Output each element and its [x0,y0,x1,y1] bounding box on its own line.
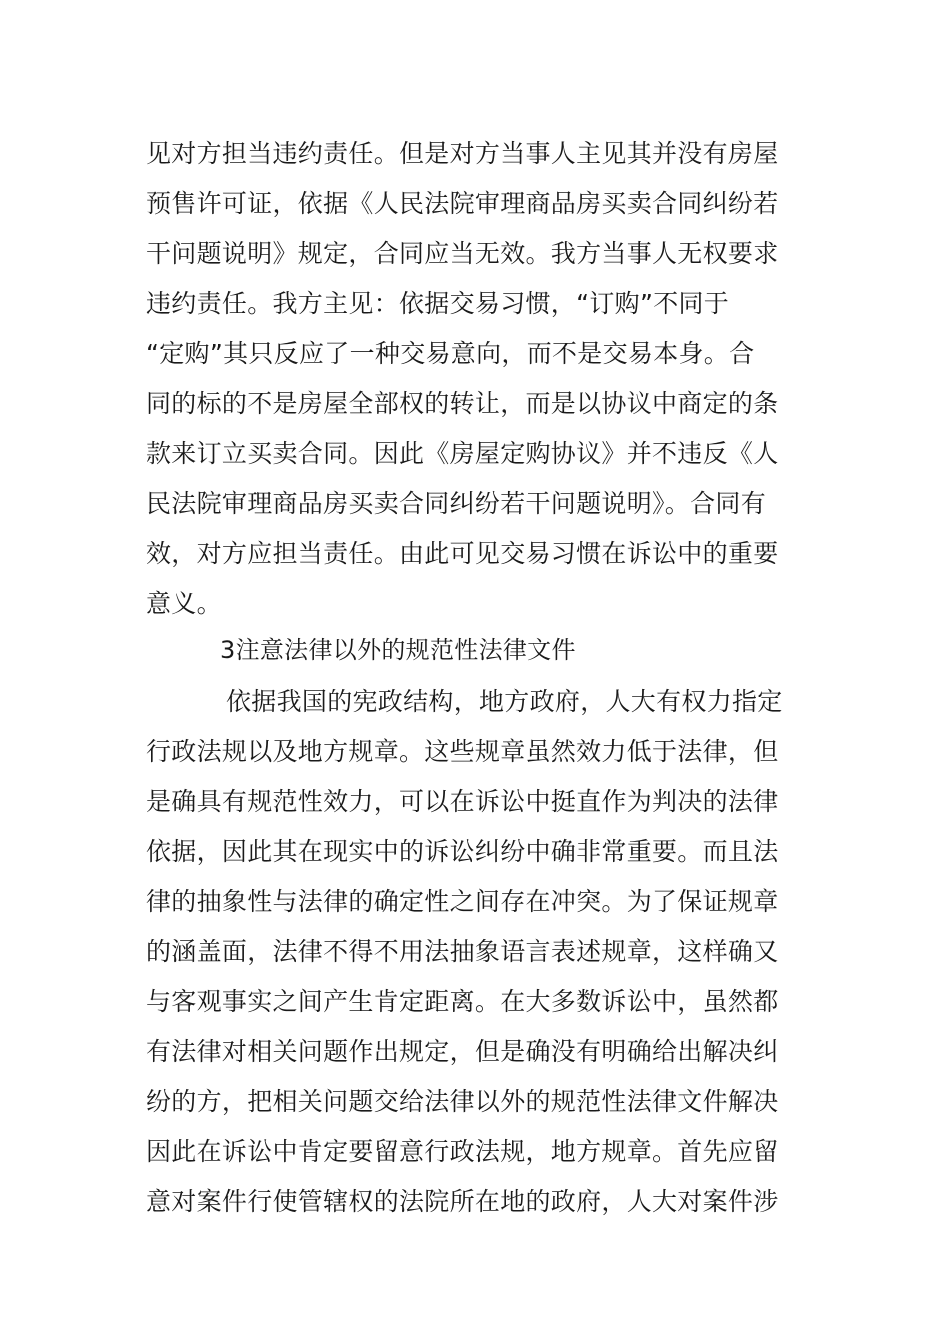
paragraph-line: 是确具有规范性效力，可以在诉讼中挺直作为判决的法律 [146,787,779,816]
paragraph-line: 行政法规以及地方规章。这些规章虽然效力低于法律，但 [146,737,779,766]
paragraph-line: 效，对方应担当责任。由此可见交易习惯在诉讼中的重要 [146,539,779,568]
paragraph-line: 纷的方，把相关问题交给法律以外的规范性法律文件解决 [146,1087,779,1116]
paragraph-line: 民法院审理商品房买卖合同纠纷若干问题说明》。合同有 [146,489,767,518]
paragraph-line: 有法律对相关问题作出规定，但是确没有明确给出解决纠 [146,1037,779,1066]
paragraph-line: 因此在诉讼中肯定要留意行政法规，地方规章。首先应留 [146,1137,779,1166]
paragraph-line: 违约责任。我方主见：依据交易习惯，“订购”不同于 [146,289,730,318]
paragraph-line: “定购”其只反应了一种交易意向，而不是交易本身。合 [146,339,755,368]
paragraph-line: 款来订立买卖合同。因此《房屋定购协议》并不违反《人 [146,439,779,468]
paragraph-line: 依据，因此其在现实中的诉讼纠纷中确非常重要。而且法 [146,837,779,866]
paragraph-line: 依据我国的宪政结构，地方政府，人大有权力指定 [226,687,783,716]
paragraph-line: 同的标的不是房屋全部权的转让，而是以协议中商定的条 [146,389,779,418]
paragraph-line: 预售许可证，依据《人民法院审理商品房买卖合同纠纷若 [146,189,779,218]
paragraph-line: 意对案件行使管辖权的法院所在地的政府，人大对案件涉 [146,1187,779,1216]
section-heading: 3注意法律以外的规范性法律文件 [220,636,576,664]
paragraph-line: 与客观事实之间产生肯定距离。在大多数诉讼中，虽然都 [146,987,779,1016]
paragraph-line: 意义。 [146,589,222,618]
paragraph-line: 律的抽象性与法律的确定性之间存在冲突。为了保证规章 [146,887,779,916]
paragraph-line: 见对方担当违约责任。但是对方当事人主见其并没有房屋 [146,139,779,168]
paragraph-line: 干问题说明》规定，合同应当无效。我方当事人无权要求 [146,239,779,268]
paragraph-line: 的涵盖面，法律不得不用法抽象语言表述规章，这样确又 [146,937,779,966]
